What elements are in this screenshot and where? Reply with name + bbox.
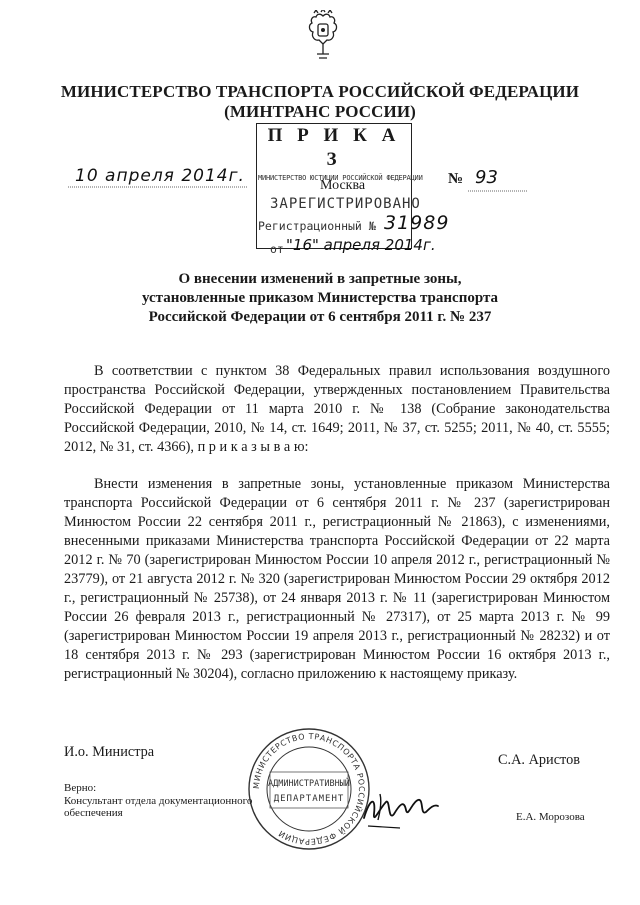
subject-line-3: Российской Федерации от 6 сентября 2011 г. № 237: [148, 309, 492, 325]
ministry-abbreviation: (МИНТРАНС РОССИИ): [224, 102, 416, 121]
body-paragraph-1: В соответствии с пунктом 38 Федеральных правил использования воздушного пространства Российской Федерации, утвержденных постановлением Правительства Российской Федерации от 11 марта 2010 г. № 138 (Собрание законодательства Российской Федерации, 2010, № 14, ст. 1649; 2011, № 37, ст. 5255; 2011, № 40, ст. 5555; 2012, № 31, ст. 4366), п р и к а з ы в а ю:: [64, 363, 610, 455]
subject-line-2: установленные приказом Министерства транспорта: [141, 290, 499, 306]
date-underline: [68, 185, 248, 191]
order-number: 93: [475, 167, 498, 188]
stamp-reg-label: Регистрационный №: [258, 219, 376, 233]
stamp-from-label: от: [270, 242, 284, 256]
ministry-title: МИНИСТЕРСТВО ТРАНСПОРТА РОССИЙСКОЙ ФЕДЕРАЦИИ: [60, 82, 580, 101]
subject-line-1: О внесении изменений в запретные зоны,: [178, 271, 462, 287]
stamp-reg-number: 31989: [384, 212, 450, 234]
seal-ring-text: МИНИСТЕРСТВО ТРАНСПОРТА РОССИЙСКОЙ ФЕДЕРАЦИИ: [251, 731, 367, 847]
body-paragraph-2: Внести изменения в запретные зоны, установленные приказом Министерства транспорта Российской Федерации от 6 сентября 2011 г. № 237 (зарегистрирован Минюстом России 22 сентября 2011 г., регистрационный № 21863), с изменениями, внесенными приказами Министерства транспорта Российской Федерации от 22 марта 2012 г. № 70 (зарегистрирован Минюстом России 10 апреля 2012 г., регистрационный № 23779), от 21 августа 2012 г. № 320 (зарегистрирован Минюстом России 29 октября 2012 г., регистрационный № 25738), от 24 января 2013 г. № 11 (зарегистрирован Минюстом России 26 февраля 2013 г., регистрационный № 27317), от 25 марта 2013 г. № 99 (зарегистрирован Минюстом России 19 апреля 2013 г., регистрационный № 28232) и от 18 сентября 2013 г. № 293 (зарегистрирован Минюстом России 16 октября 2013 г., регистрационный № 30204), согласно приложению к настоящему приказу.: [64, 476, 610, 682]
stamp-ministry-of-justice: МИНИСТЕРСТВО ЮСТИЦИИ РОССИЙСКОЙ ФЕДЕРАЦИИ: [258, 174, 423, 182]
number-underline: [468, 189, 528, 193]
order-number-label: №: [448, 171, 464, 187]
signatory-name: С.А. Аристов: [498, 752, 581, 768]
certification-consultant-line-2: обеспечения: [64, 807, 123, 819]
handwritten-signature: [360, 788, 442, 834]
order-city: Москва: [320, 178, 366, 193]
stamp-registered: ЗАРЕГИСТРИРОВАНО: [270, 196, 421, 212]
certification-name: Е.А. Морозова: [516, 811, 585, 823]
official-seal: [246, 726, 372, 852]
order-date: 10 апреля 2014г.: [75, 166, 245, 186]
coat-of-arms-emblem: [303, 10, 343, 64]
order-title: П Р И К А З: [267, 125, 401, 170]
certification-verno: Верно:: [64, 782, 97, 794]
signatory-position: И.о. Министра: [64, 744, 155, 760]
seal-center-line-1: АДМИНИСТРАТИВНЫЙ: [268, 779, 350, 789]
seal-center-line-2: ДЕПАРТАМЕНТ: [273, 794, 345, 804]
stamp-reg-date: "16" апреля 2014г.: [286, 236, 436, 254]
certification-consultant-line-1: Консультант отдела документационного: [64, 795, 253, 807]
